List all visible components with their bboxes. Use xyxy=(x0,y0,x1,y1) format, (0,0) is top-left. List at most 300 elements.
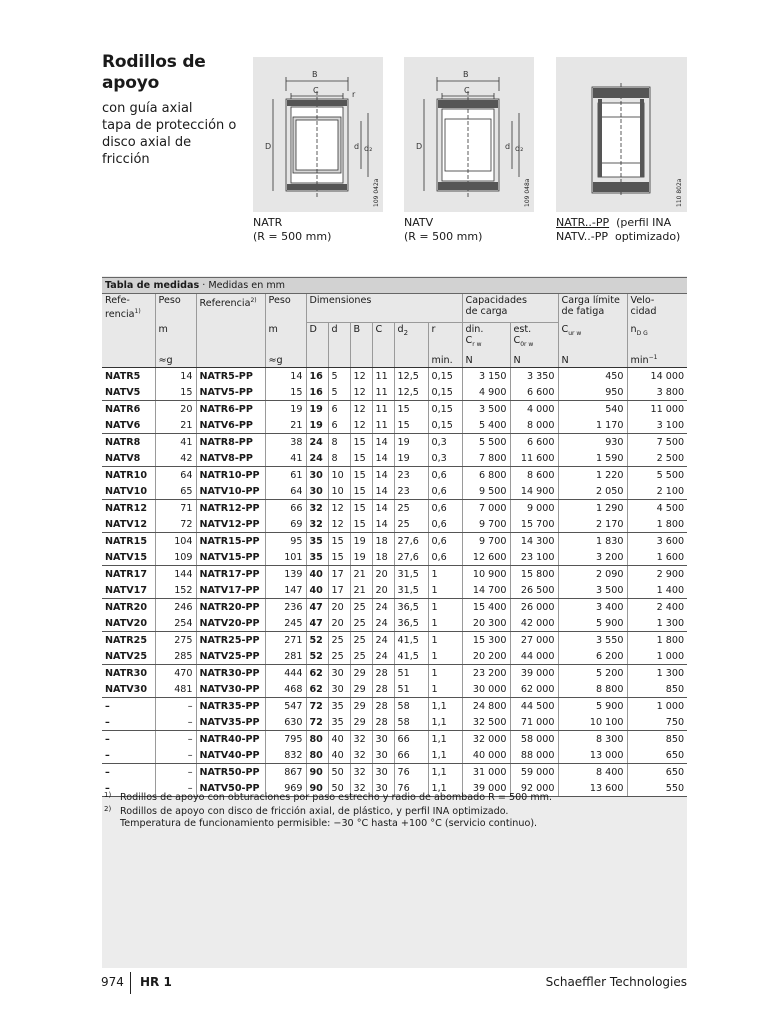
table-cell: 19 xyxy=(265,401,306,418)
table-cell: NATR25 xyxy=(102,632,155,649)
table-cell: NATR8 xyxy=(102,434,155,451)
dimensions-table xyxy=(102,277,687,797)
table-cell: 5 500 xyxy=(462,434,510,451)
table-cell: 5 900 xyxy=(558,615,627,632)
table-cell: – xyxy=(102,731,155,748)
table-cell: 15 xyxy=(350,483,372,500)
table-cell: 23 200 xyxy=(462,665,510,682)
table-cell: 28 xyxy=(372,665,394,682)
table-cell: 30 000 xyxy=(462,681,510,698)
table-cell: 32 xyxy=(306,500,328,517)
table-cell: 30 xyxy=(328,665,350,682)
table-cell: 17 xyxy=(328,566,350,583)
table-row xyxy=(102,417,687,434)
table-cell: 20 xyxy=(372,566,394,583)
table-cell: 51 xyxy=(394,665,428,682)
table-cell: 1,1 xyxy=(428,747,462,764)
table-cell: 6 200 xyxy=(558,648,627,665)
table-cell: 1,1 xyxy=(428,764,462,781)
table-cell: 3 200 xyxy=(558,549,627,566)
table-cell: 31,5 xyxy=(394,582,428,599)
table-cell: 32 xyxy=(350,731,372,748)
table-cell: 10 xyxy=(328,467,350,484)
table-cell: 21 xyxy=(265,417,306,434)
header-d2 xyxy=(394,323,428,352)
table-cell: 50 xyxy=(328,764,350,781)
table-cell: 13 000 xyxy=(558,747,627,764)
natr-section-drawing xyxy=(253,57,383,212)
table-cell: 950 xyxy=(558,384,627,401)
table-cell: 3 350 xyxy=(510,368,558,385)
table-cell: NATV8-PP xyxy=(196,450,265,467)
header-m: m xyxy=(265,323,306,352)
footnote-text: Rodillos de apoyo con disco de fricción axial, de plástico, y perfil INA optimizado. xyxy=(120,806,509,817)
table-cell: 15 xyxy=(350,500,372,517)
table-cell: NATV20 xyxy=(102,615,155,632)
table-cell: 24 xyxy=(372,615,394,632)
table-cell: NATV5-PP xyxy=(196,384,265,401)
table-cell: 66 xyxy=(394,731,428,748)
table-cell: 7 500 xyxy=(627,434,687,451)
table-cell: 42 000 xyxy=(510,615,558,632)
table-cell: NATV15-PP xyxy=(196,549,265,566)
table-cell: 1 300 xyxy=(627,665,687,682)
header-sup: 2) xyxy=(250,297,257,304)
caption-note: (perfil INA xyxy=(616,216,672,229)
table-cell: 19 xyxy=(350,533,372,550)
drawing-caption-natr-pp xyxy=(556,216,696,244)
table-row xyxy=(102,384,687,401)
footnote-text: Rodillos de apoyo con obturaciones por paso estrecho y radio de abombado R = 500 mm. xyxy=(120,792,553,803)
table-cell: 254 xyxy=(155,615,196,632)
table-cell: NATR15-PP xyxy=(196,533,265,550)
table-cell: NATR25-PP xyxy=(196,632,265,649)
table-cell: 32 xyxy=(350,780,372,797)
table-cell: 71 xyxy=(155,500,196,517)
table-cell: 21 xyxy=(350,566,372,583)
table-cell: 40 xyxy=(306,566,328,583)
table-cell: 271 xyxy=(265,632,306,649)
svg-text:B: B xyxy=(312,70,318,79)
table-cell: 20 xyxy=(328,599,350,616)
table-row xyxy=(102,533,687,550)
table-cell: 14 xyxy=(372,500,394,517)
table-cell: 0,15 xyxy=(428,368,462,385)
table-cell: 23 xyxy=(394,483,428,500)
footer-divider xyxy=(130,972,131,994)
table-cell: 15 xyxy=(328,549,350,566)
table-cell: NATR35-PP xyxy=(196,698,265,715)
table-row xyxy=(102,648,687,665)
table-cell: 14 300 xyxy=(510,533,558,550)
table-cell: 58 xyxy=(394,698,428,715)
table-cell: 90 xyxy=(306,780,328,797)
table-cell: 275 xyxy=(155,632,196,649)
table-cell: 41,5 xyxy=(394,648,428,665)
table-row xyxy=(102,615,687,632)
table-cell: 8 800 xyxy=(558,681,627,698)
table-cell: 28 xyxy=(372,714,394,731)
header-weight: Peso xyxy=(155,294,196,323)
header-sub: 2 xyxy=(403,328,409,337)
table-row xyxy=(102,632,687,649)
drawing-code: 110 802a xyxy=(676,178,683,207)
header-sub: 0r w xyxy=(520,340,534,348)
table-cell: 32 xyxy=(350,747,372,764)
table-cell: NATV12 xyxy=(102,516,155,533)
drawing-code: 109 048a xyxy=(524,178,531,207)
table-cell: 144 xyxy=(155,566,196,583)
table-cell: 11 xyxy=(372,417,394,434)
table-cell: 25 xyxy=(328,648,350,665)
caption-type-natv-pp: NATV..-PP xyxy=(556,230,608,243)
table-cell: 152 xyxy=(155,582,196,599)
header-d: d xyxy=(328,323,350,352)
table-cell: 25 xyxy=(394,500,428,517)
table-cell: 481 xyxy=(155,681,196,698)
table-cell: 1 xyxy=(428,648,462,665)
header-empty xyxy=(306,351,328,368)
table-cell: 80 xyxy=(306,747,328,764)
table-cell: 14 700 xyxy=(462,582,510,599)
table-cell: 40 xyxy=(306,582,328,599)
table-cell: 7 800 xyxy=(462,450,510,467)
header-dynamic xyxy=(462,323,510,352)
table-cell: 104 xyxy=(155,533,196,550)
table-cell: 52 xyxy=(306,648,328,665)
table-cell: 930 xyxy=(558,434,627,451)
table-cell: 5 xyxy=(328,368,350,385)
table-row xyxy=(102,500,687,517)
table-cell: NATV20-PP xyxy=(196,615,265,632)
table-cell: 15 xyxy=(155,384,196,401)
table-cell: 1 830 xyxy=(558,533,627,550)
table-cell: 40 xyxy=(328,747,350,764)
caption-line-1 xyxy=(556,216,696,230)
table-cell: 8 xyxy=(328,450,350,467)
table-row xyxy=(102,582,687,599)
table-cell: 21 xyxy=(155,417,196,434)
table-cell: 61 xyxy=(265,467,306,484)
table-cell: NATV17 xyxy=(102,582,155,599)
svg-text:D: D xyxy=(416,142,423,151)
table-cell: 1 800 xyxy=(627,632,687,649)
page-number: 974 xyxy=(101,975,124,989)
table-cell: 80 xyxy=(306,731,328,748)
caption-type-natr-pp: NATR..-PP xyxy=(556,216,610,229)
table-caption-units: · Medidas en mm xyxy=(199,280,286,291)
natv-section-drawing xyxy=(404,57,534,212)
table-caption xyxy=(102,278,687,294)
svg-text:d₂: d₂ xyxy=(515,144,524,153)
table-row xyxy=(102,434,687,451)
table-cell: NATR30-PP xyxy=(196,665,265,682)
table-cell: 1,1 xyxy=(428,731,462,748)
table-cell: NATR5-PP xyxy=(196,368,265,385)
table-cell: 6 xyxy=(328,401,350,418)
table-cell: 24 xyxy=(372,648,394,665)
table-cell: NATR15 xyxy=(102,533,155,550)
subtitle-line: tapa de protección o xyxy=(102,118,237,133)
table-cell: 15 300 xyxy=(462,632,510,649)
svg-text:d₂: d₂ xyxy=(364,144,373,153)
table-cell: NATV17-PP xyxy=(196,582,265,599)
table-cell: 12 xyxy=(350,401,372,418)
table-cell: NATV10 xyxy=(102,483,155,500)
table-cell: NATV6 xyxy=(102,417,155,434)
table-cell: 12,5 xyxy=(394,384,428,401)
table-cell: 27,6 xyxy=(394,549,428,566)
table-cell: 66 xyxy=(394,747,428,764)
table-row xyxy=(102,698,687,715)
footnote-text: Temperatura de funcionamiento permisible: −30 °C hasta +100 °C (servicio continuo). xyxy=(120,818,538,829)
table-cell: 15 xyxy=(328,533,350,550)
svg-text:C: C xyxy=(313,86,319,95)
table-cell: 3 500 xyxy=(558,582,627,599)
table-cell: 867 xyxy=(265,764,306,781)
table-cell: 72 xyxy=(306,714,328,731)
table-cell: 2 100 xyxy=(627,483,687,500)
header-row-1 xyxy=(102,294,687,323)
svg-text:d: d xyxy=(505,142,511,151)
table-cell: 41 xyxy=(265,450,306,467)
table-cell: 14 xyxy=(372,450,394,467)
table-cell: 15 xyxy=(350,467,372,484)
table-cell: 29 xyxy=(350,698,372,715)
table-cell: 44 000 xyxy=(510,648,558,665)
table-row xyxy=(102,681,687,698)
table-cell: NATV40-PP xyxy=(196,747,265,764)
table-cell: 15 700 xyxy=(510,516,558,533)
table-cell: 0,15 xyxy=(428,384,462,401)
table-cell: 444 xyxy=(265,665,306,682)
table-cell: 11 000 xyxy=(627,401,687,418)
table-cell: 281 xyxy=(265,648,306,665)
table-cell: 36,5 xyxy=(394,615,428,632)
table-cell: 25 xyxy=(394,516,428,533)
table-cell: – xyxy=(102,714,155,731)
drawing-natr-pp xyxy=(556,57,687,212)
table-cell: 52 xyxy=(306,632,328,649)
subtitle-line: con guía axial xyxy=(102,101,193,116)
table-cell: 470 xyxy=(155,665,196,682)
header-symbol xyxy=(514,335,555,350)
table-cell: 4 900 xyxy=(462,384,510,401)
table-cell: 15 xyxy=(350,516,372,533)
table-cell: 12 xyxy=(350,368,372,385)
table-cell: 14 xyxy=(372,434,394,451)
table-cell: 14 000 xyxy=(627,368,687,385)
table-cell: 19 xyxy=(350,549,372,566)
table-cell: 47 xyxy=(306,615,328,632)
header-dimensions: Dimensiones xyxy=(306,294,462,323)
table-cell: 15 800 xyxy=(510,566,558,583)
table-cell: 19 xyxy=(306,417,328,434)
table-cell: 76 xyxy=(394,780,428,797)
table-cell: 1 800 xyxy=(627,516,687,533)
table-cell: 20 xyxy=(328,615,350,632)
table-cell: 15 xyxy=(394,401,428,418)
table-cell: 25 xyxy=(350,632,372,649)
table-cell: 30 xyxy=(306,467,328,484)
brand-name: Schaeffler Technologies xyxy=(545,975,687,989)
table-cell: 25 xyxy=(350,615,372,632)
table-cell: 1 xyxy=(428,582,462,599)
table-cell: – xyxy=(102,764,155,781)
drawing-natr xyxy=(253,57,383,212)
table-cell: NATR50-PP xyxy=(196,764,265,781)
unit-N: N xyxy=(558,351,627,368)
table-cell: 850 xyxy=(627,731,687,748)
table-cell: 10 100 xyxy=(558,714,627,731)
table-cell: 40 xyxy=(328,731,350,748)
table-cell: NATV35-PP xyxy=(196,714,265,731)
header-ndg xyxy=(627,323,687,352)
table-cell: 12,5 xyxy=(394,368,428,385)
table-cell: 109 xyxy=(155,549,196,566)
table-cell: 1,1 xyxy=(428,698,462,715)
table-row xyxy=(102,483,687,500)
table-cell: – xyxy=(102,780,155,797)
natr-pp-section-drawing xyxy=(556,57,687,212)
table-cell: 39 000 xyxy=(462,780,510,797)
header-row-units xyxy=(102,351,687,368)
table-cell: 72 xyxy=(155,516,196,533)
table-cell: 285 xyxy=(155,648,196,665)
table-cell: – xyxy=(155,731,196,748)
table-cell: 31 000 xyxy=(462,764,510,781)
table-cell: 16 xyxy=(306,384,328,401)
table-cell: 0,6 xyxy=(428,516,462,533)
table-cell: NATR10 xyxy=(102,467,155,484)
header-empty xyxy=(196,323,265,352)
header-load-capacity: Capacidades de carga xyxy=(462,294,558,323)
table-cell: 50 xyxy=(328,780,350,797)
table-cell: 1 290 xyxy=(558,500,627,517)
header-fatigue-limit: Carga límite de fatiga xyxy=(558,294,627,323)
header-C: C xyxy=(372,323,394,352)
table-cell: 30 xyxy=(328,681,350,698)
table-cell: 1 xyxy=(428,632,462,649)
table-cell: 24 xyxy=(372,632,394,649)
table-cell: 8 xyxy=(328,434,350,451)
table-cell: 12 xyxy=(328,516,350,533)
table-cell: 12 xyxy=(350,417,372,434)
table-cell: 6 800 xyxy=(462,467,510,484)
table-cell: NATV25 xyxy=(102,648,155,665)
table-cell: 3 100 xyxy=(627,417,687,434)
table-cell: 24 800 xyxy=(462,698,510,715)
footnote-2 xyxy=(104,806,664,830)
table-cell: 6 600 xyxy=(510,434,558,451)
header-text: Refe- rencia xyxy=(105,295,135,321)
table-cell: 23 100 xyxy=(510,549,558,566)
header-symbol xyxy=(466,335,507,350)
table-cell: 9 500 xyxy=(462,483,510,500)
table-cell: 245 xyxy=(265,615,306,632)
table-cell: 246 xyxy=(155,599,196,616)
table-cell: 27 000 xyxy=(510,632,558,649)
table-cell: 1 600 xyxy=(627,549,687,566)
table-row xyxy=(102,747,687,764)
header-empty xyxy=(350,351,372,368)
table-cell: 31,5 xyxy=(394,566,428,583)
table-cell: 969 xyxy=(265,780,306,797)
table-cell: 20 300 xyxy=(462,615,510,632)
table-cell: 12 xyxy=(328,500,350,517)
table-cell: 0,6 xyxy=(428,533,462,550)
table-cell: 64 xyxy=(265,483,306,500)
header-curw xyxy=(558,323,627,352)
table-cell: NATR30 xyxy=(102,665,155,682)
table-cell: 25 xyxy=(350,599,372,616)
table-cell: 1 xyxy=(428,681,462,698)
header-reference xyxy=(102,294,155,323)
table-row xyxy=(102,467,687,484)
table-cell: NATV10-PP xyxy=(196,483,265,500)
table-caption-title: Tabla de medidas xyxy=(105,280,200,291)
table-cell: 29 xyxy=(350,665,372,682)
table-cell: 32 500 xyxy=(462,714,510,731)
table-row xyxy=(102,764,687,781)
table-cell: 795 xyxy=(265,731,306,748)
table-cell: 1 170 xyxy=(558,417,627,434)
table-cell: NATR17 xyxy=(102,566,155,583)
table-cell: 1,1 xyxy=(428,714,462,731)
table-cell: 8 600 xyxy=(510,467,558,484)
table-cell: 41 xyxy=(155,434,196,451)
table-cell: 1 xyxy=(428,665,462,682)
table-cell: 18 xyxy=(372,549,394,566)
unit-N: N xyxy=(510,351,558,368)
header-text: est. xyxy=(513,324,532,335)
header-B: B xyxy=(350,323,372,352)
table-cell: 3 550 xyxy=(558,632,627,649)
header-empty xyxy=(394,351,428,368)
table-cell: NATV30 xyxy=(102,681,155,698)
table-cell: 32 xyxy=(306,516,328,533)
table-cell: 21 xyxy=(350,582,372,599)
table-cell: 39 000 xyxy=(510,665,558,682)
table-cell: 14 900 xyxy=(510,483,558,500)
table-cell: 19 xyxy=(306,401,328,418)
table-cell: 9 700 xyxy=(462,533,510,550)
table-cell: 72 xyxy=(306,698,328,715)
table-cell: 19 xyxy=(394,434,428,451)
caption-note: optimizado) xyxy=(614,230,681,243)
table-cell: 38 xyxy=(265,434,306,451)
table-cell: NATV8 xyxy=(102,450,155,467)
table-cell: 23 xyxy=(394,467,428,484)
table-cell: 6 600 xyxy=(510,384,558,401)
table-cell: NATR5 xyxy=(102,368,155,385)
table-cell: 9 700 xyxy=(462,516,510,533)
table-cell: 1 xyxy=(428,615,462,632)
svg-text:C: C xyxy=(464,86,470,95)
table-row xyxy=(102,599,687,616)
header-r: r xyxy=(428,323,462,352)
table-cell: – xyxy=(155,780,196,797)
table-cell: 20 xyxy=(372,582,394,599)
page-subtitle xyxy=(102,100,252,168)
table-cell: 12 xyxy=(350,384,372,401)
table-row xyxy=(102,368,687,385)
table-cell: 27,6 xyxy=(394,533,428,550)
table-cell: 19 xyxy=(394,450,428,467)
unit-g: ≈g xyxy=(155,351,196,368)
table-cell: 8 000 xyxy=(510,417,558,434)
table-row xyxy=(102,566,687,583)
